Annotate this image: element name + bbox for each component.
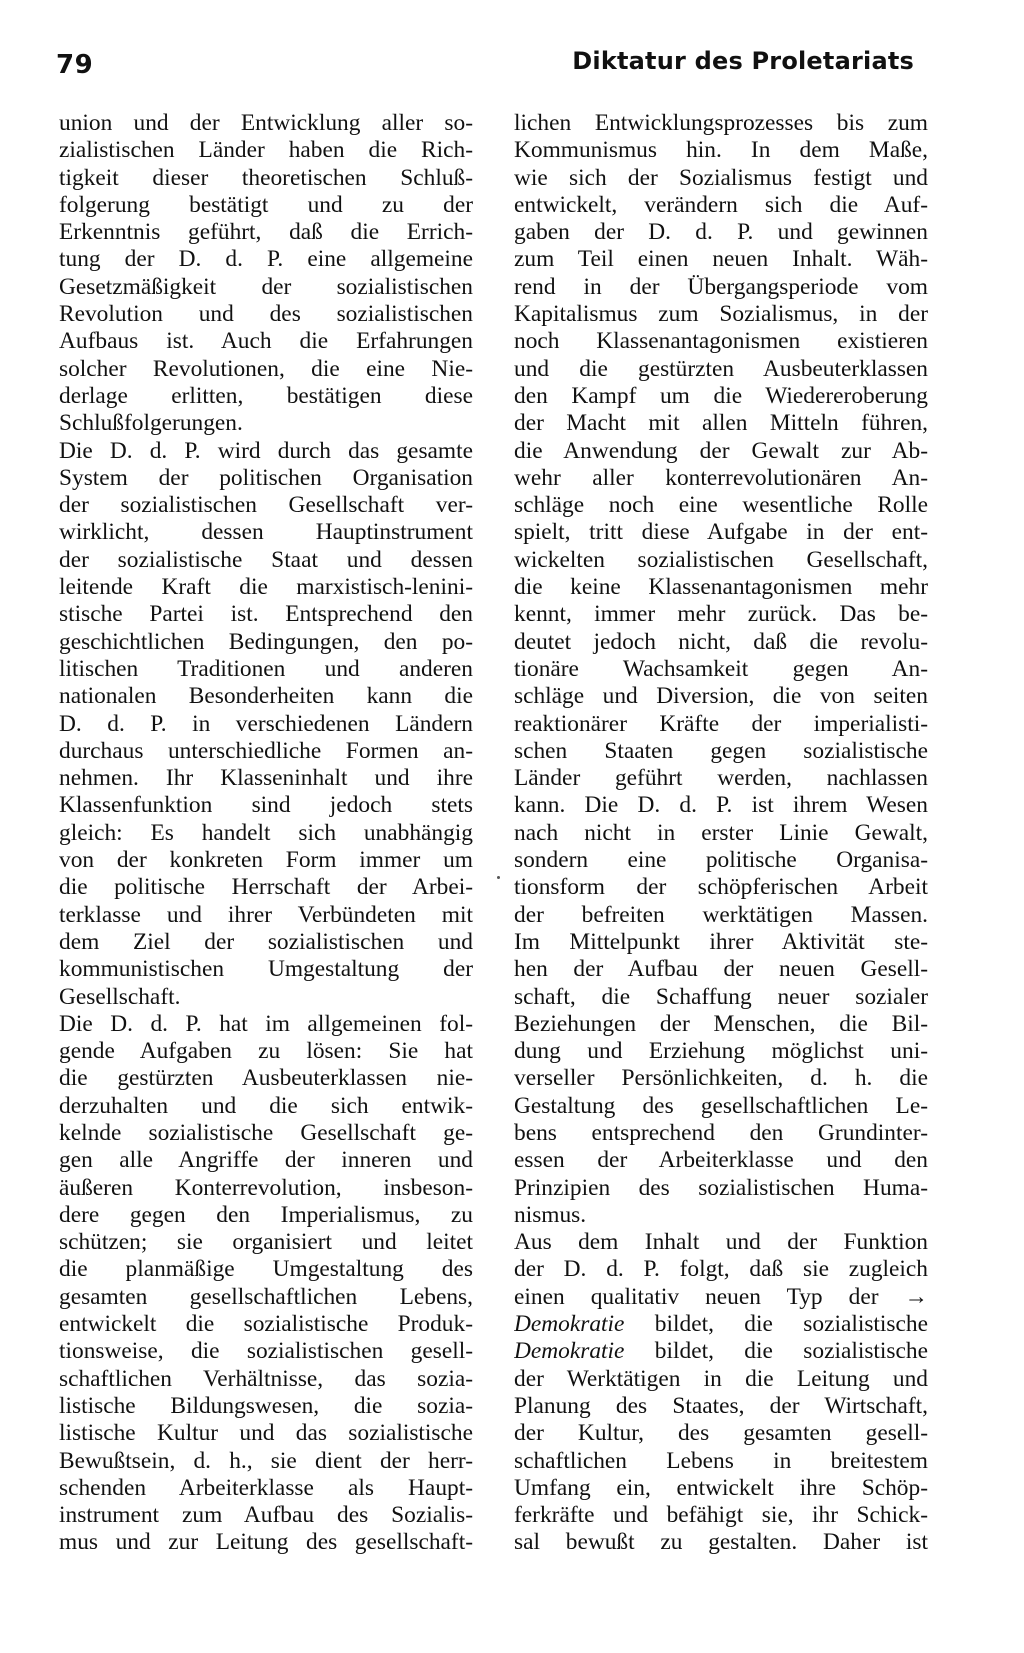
cross-reference-term: Demokratie (514, 1311, 625, 1338)
text-line: zialistischen Länder haben die Rich- (59, 137, 473, 164)
text-line: Die D. d. P. wird durch das gesamte (59, 437, 473, 464)
text-line: von der konkreten Form immer um (59, 847, 473, 874)
text-line: wickelten sozialistischen Gesellschaft, (514, 546, 928, 573)
text-line: noch Klassenantagonismen existieren (514, 328, 928, 355)
text-line: stische Partei ist. Entsprechend den (59, 601, 473, 628)
text-line: ferkräfte und befähigt sie, ihr Schick- (514, 1502, 928, 1529)
text-line: schenden Arbeiterklasse als Haupt- (59, 1474, 473, 1501)
text-line: gen alle Angriffe der inneren und (59, 1147, 473, 1174)
text-line: schaft, die Schaffung neuer sozialer (514, 983, 928, 1010)
text-line: tung der D. d. P. eine allgemeine (59, 246, 473, 273)
text-line: terklasse und ihrer Verbündeten mit (59, 901, 473, 928)
text-line: lichen Entwicklungsprozesses bis zum (514, 110, 928, 136)
text-line: listische Kultur und das sozialistische (59, 1420, 473, 1447)
text-line: hen der Aufbau der neuen Gesell- (514, 956, 928, 983)
running-head: Diktatur des Proletariats (572, 47, 914, 75)
text-line: tionsform der schöpferischen Arbeit (514, 874, 928, 901)
text-line: schaftlichen Verhältnisse, das sozia- (59, 1365, 473, 1392)
text-line: der Kultur, des gesamten gesell- (514, 1420, 928, 1447)
text-line: entwickelt die sozialistische Produk- (59, 1311, 473, 1338)
text-line: Aus dem Inhalt und der Funktion (514, 1229, 928, 1256)
text-line: einen qualitativ neuen Typ der → (514, 1283, 928, 1310)
text-line: dung und Erziehung möglichst uni- (514, 1038, 928, 1065)
left-column (59, 110, 473, 1557)
text-line: die planmäßige Umgestaltung des (59, 1256, 473, 1283)
text-line: essen der Arbeiterklasse und den (514, 1147, 928, 1174)
text-line: kelnde sozialistische Gesellschaft ge- (59, 1119, 473, 1146)
text-line: System der politischen Organisation (59, 464, 473, 491)
text-line: Gestaltung des gesellschaftlichen Le- (514, 1092, 928, 1119)
text-line: äußeren Konterrevolution, insbeson- (59, 1174, 473, 1201)
text-line: die Anwendung der Gewalt zur Ab- (514, 437, 928, 464)
text-line: der Werktätigen in die Leitung und (514, 1365, 928, 1392)
text-line: reaktionärer Kräfte der imperialisti- (514, 710, 928, 737)
text-line: durchaus unterschiedliche Formen an- (59, 737, 473, 764)
text-line: Erkenntnis geführt, daß die Errich- (59, 219, 473, 246)
text-line: Aufbaus ist. Auch die Erfahrungen (59, 328, 473, 355)
text-line: Gesellschaft. (59, 983, 181, 1010)
text-line: und die gestürzten Ausbeuterklassen (514, 355, 928, 382)
text-line: sal bewußt zu gestalten. Daher ist (514, 1529, 928, 1556)
text-line: schützen; sie organisiert und leitet (59, 1229, 473, 1256)
text-line: geschichtlichen Bedingungen, den po- (59, 628, 473, 655)
text-line (514, 1338, 928, 1365)
text-line-rest: bildet, die sozialistische (624, 1338, 928, 1365)
text-line: kann. Die D. d. P. ist ihrem Wesen (514, 792, 928, 819)
text-line: kommunistischen Umgestaltung der (59, 956, 473, 983)
text-line: Beziehungen der Menschen, die Bil- (514, 1010, 928, 1037)
text-line: sondern eine politische Organisa- (514, 847, 928, 874)
text-line: dem Ziel der sozialistischen und (59, 928, 473, 955)
text-line (514, 1311, 928, 1338)
text-line: Bewußtsein, d. h., sie dient der herr- (59, 1447, 473, 1474)
text-line: rend in der Übergangsperiode vom (514, 273, 928, 300)
text-line: solcher Revolutionen, die eine Nie- (59, 355, 473, 382)
text-line: die gestürzten Ausbeuterklassen nie- (59, 1065, 473, 1092)
text-line: leitende Kraft die marxistisch-lenini- (59, 574, 473, 601)
print-speck (497, 876, 500, 879)
cross-reference-term: Demokratie (514, 1338, 625, 1365)
text-line-rest: bildet, die sozialistische (624, 1311, 928, 1338)
text-line: deutet jedoch nicht, daß die revolu- (514, 628, 928, 655)
text-line: derlage erlitten, bestätigen diese (59, 382, 473, 409)
text-line: union und der Entwicklung aller so- (59, 110, 473, 136)
text-line: tionäre Wachsamkeit gegen An- (514, 655, 928, 682)
text-line: Umfang ein, entwickelt ihre Schöp- (514, 1474, 928, 1501)
text-line: Kommunismus hin. In dem Maße, (514, 137, 928, 164)
text-line: bens entsprechend den Grundinter- (514, 1119, 928, 1146)
text-line: gleich: Es handelt sich unabhängig (59, 819, 473, 846)
text-line: Länder geführt werden, nachlassen (514, 765, 928, 792)
text-line: Planung des Staates, der Wirtschaft, (514, 1392, 928, 1419)
text-line: schen Staaten gegen sozialistische (514, 737, 928, 764)
text-line: wehr aller konterrevolutionären An- (514, 464, 928, 491)
text-line: wie sich der Sozialismus festigt und (514, 164, 928, 191)
page-number: 79 (56, 50, 94, 80)
text-line: Revolution und des sozialistischen (59, 301, 473, 328)
text-line: schläge und Diversion, die von seiten (514, 683, 928, 710)
text-line: schläge noch eine wesentliche Rolle (514, 492, 928, 519)
text-line: die politische Herrschaft der Arbei- (59, 874, 473, 901)
text-line: tigkeit dieser theoretischen Schluß- (59, 164, 473, 191)
text-line: gaben der D. d. P. und gewinnen (514, 219, 928, 246)
text-line: Klassenfunktion sind jedoch stets (59, 792, 473, 819)
text-line: spielt, tritt diese Aufgabe in der ent- (514, 519, 928, 546)
text-line: Gesetzmäßigkeit der sozialistischen (59, 273, 473, 300)
text-line: derzuhalten und die sich entwik- (59, 1092, 473, 1119)
text-line: folgerung bestätigt und zu der (59, 191, 473, 218)
text-line: litischen Traditionen und anderen (59, 655, 473, 682)
text-line: die keine Klassenantagonismen mehr (514, 574, 928, 601)
text-line: der sozialistischen Gesellschaft ver- (59, 492, 473, 519)
text-line: der Macht mit allen Mitteln führen, (514, 410, 928, 437)
text-line: Kapitalismus zum Sozialismus, in der (514, 301, 928, 328)
text-line: Im Mittelpunkt ihrer Aktivität ste- (514, 928, 928, 955)
text-line: nismus. (514, 1201, 587, 1228)
text-line: zum Teil einen neuen Inhalt. Wäh- (514, 246, 928, 273)
text-line: gesamten gesellschaftlichen Lebens, (59, 1283, 473, 1310)
text-line: den Kampf um die Wiedereroberung (514, 382, 928, 409)
text-line: dere gegen den Imperialismus, zu (59, 1201, 473, 1228)
text-line: D. d. P. in verschiedenen Ländern (59, 710, 473, 737)
text-line: tionsweise, die sozialistischen gesell- (59, 1338, 473, 1365)
text-line: wirklicht, dessen Hauptinstrument (59, 519, 473, 546)
text-line: schaftlichen Lebens in breitestem (514, 1447, 928, 1474)
text-line: nehmen. Ihr Klasseninhalt und ihre (59, 765, 473, 792)
text-line: Schlußfolgerungen. (59, 410, 243, 437)
text-line: nationalen Besonderheiten kann die (59, 683, 473, 710)
text-line: der D. d. P. folgt, daß sie zugleich (514, 1256, 928, 1283)
text-line: verseller Persönlichkeiten, d. h. die (514, 1065, 928, 1092)
text-line: listische Bildungswesen, die sozia- (59, 1392, 473, 1419)
text-line: der sozialistische Staat und dessen (59, 546, 473, 573)
text-line: gende Aufgaben zu lösen: Sie hat (59, 1038, 473, 1065)
text-line: der befreiten werktätigen Massen. (514, 901, 928, 928)
text-line: Prinzipien des sozialistischen Huma- (514, 1174, 928, 1201)
text-line: kennt, immer mehr zurück. Das be- (514, 601, 928, 628)
text-line: nach nicht in erster Linie Gewalt, (514, 819, 928, 846)
text-line: instrument zum Aufbau des Sozialis- (59, 1502, 473, 1529)
right-column (514, 110, 928, 1557)
text-line: Die D. d. P. hat im allgemeinen fol- (59, 1010, 473, 1037)
text-line: mus und zur Leitung des gesellschaft- (59, 1529, 473, 1556)
text-line: entwickelt, verändern sich die Auf- (514, 191, 928, 218)
